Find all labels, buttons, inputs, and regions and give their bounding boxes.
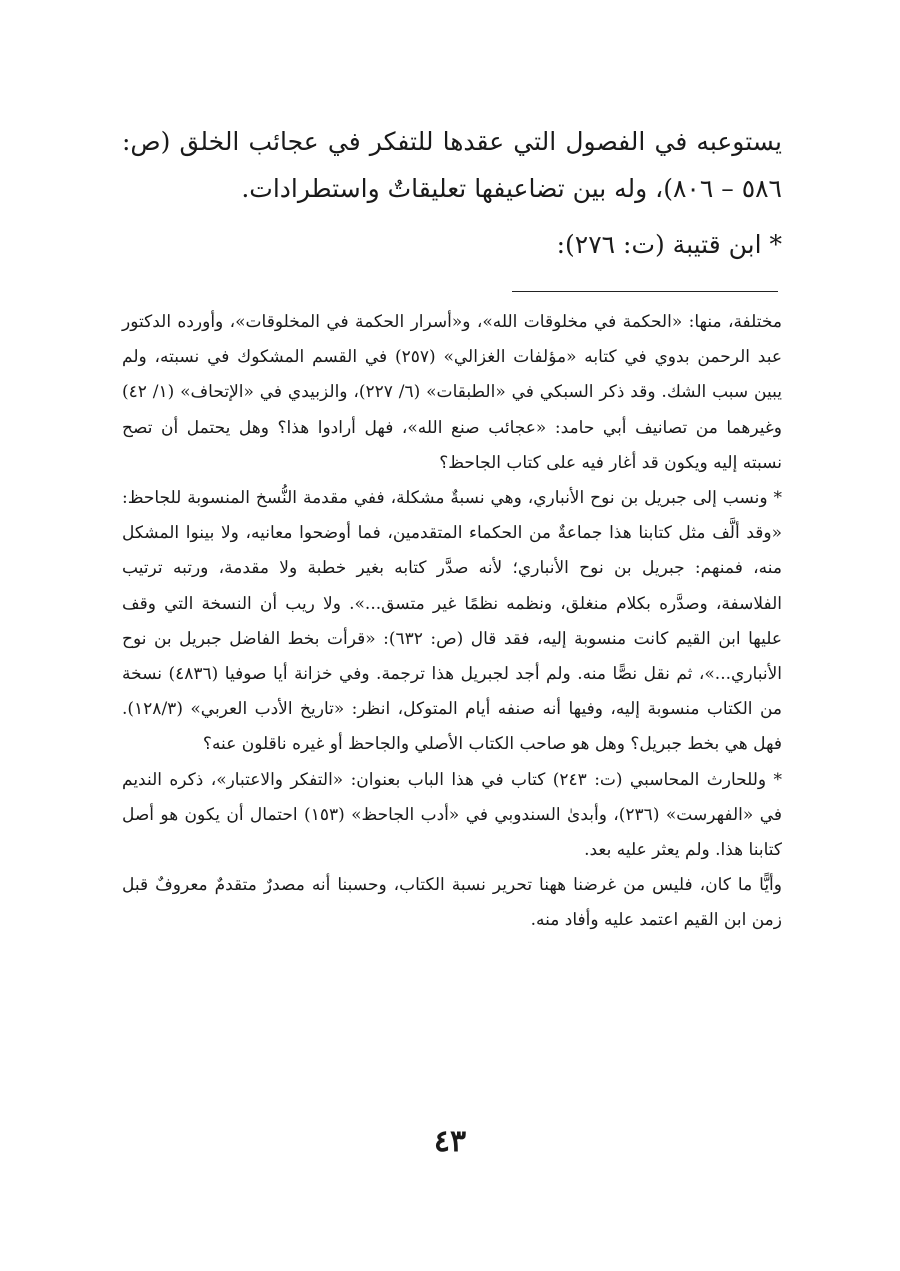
footnote-paragraph: وأيًّا ما كان، فليس من غرضنا ههنا تحرير نسبة الكتاب، وحسبنا أنه مصدرٌ متقدمٌ معروفٌ قبل زمن ابن القيم اعتمد عليه وأفاد منه. <box>122 875 782 931</box>
footnote-paragraph: * وللحارث المحاسبي (ت: ٢٤٣) كتاب في هذا الباب بعنوان: «التفكر والاعتبار»، ذكره النديم في «الفهرست» (٢٣٦)، وأبدىٰ السندوبي في «أدب الجاحظ» (١٥٣) احتمال أن يكون هو أصل كتابنا هذا. ولم يعثر عليه بعد. <box>122 769 782 861</box>
footnote-paragraph: مختلفة، منها: «الحكمة في مخلوقات الله»، و«أسرار الحكمة في المخلوقات»، وأورده الدكتور عبد الرحمن بدوي في كتابه «مؤلفات الغزالي» (٢٥٧) في القسم المشكوك في نسبته، ولم يبين سبب الشك. وقد ذكر السبكي في «الطبقات» (٦/ ٢٢٧)، والزبيدي في «الإتحاف» (١/ ٤٢) وغيرهما من تصانيف أبي حامد: «عجائب صنع الله»، فهل أرادوا هذا؟ وهل يحتمل أن تصح نسبته إليه ويكون قد أغار فيه على كتاب الجاحظ؟ <box>122 312 782 473</box>
footnote-paragraph: * ونسب إلى جبريل بن نوح الأنباري، وهي نسبةٌ مشكلة، ففي مقدمة النُّسخ المنسوبة للجاحظ: «وقد ألَّف مثل كتابنا هذا جماعةٌ من الحكماء المتقدمين، فما أوضحوا معانيه، ولا بينوا المشكل منه، فمنهم: جبريل بن نوح الأنباري؛ لأنه صدَّر كتابه بغير خطبة ولا مقدمة، ورتبه ترتيب الفلاسفة، وصدَّره بكلام منغلق، ونظمه نظمًا غير متسق...». ولا ريب أن النسخة التي وقف عليها ابن القيم كانت منسوبة إليه، فقد قال (ص: ٦٣٢): «قرأت بخط الفاضل جبريل بن نوح الأنباري...»، ثم نقل نصًّا منه. ولم أجد لجبريل هذا ترجمة. وفي خزانة أيا صوفيا (٤٨٣٦) نسخة من الكتاب منسوبة إليه، وفيها أنه صنفه أيام المتوكل، انظر: «تاريخ الأدب العربي» (١٢٨/٣). فهل هي بخط جبريل؟ وهل هو صاحب الكتاب الأصلي والجاحظ أو غيره ناقلون عنه؟ <box>122 488 782 755</box>
body-paragraph: يستوعبه في الفصول التي عقدها للتفكر في عجائب الخلق (ص: ٥٨٦ – ٨٠٦)، وله بين تضاعيفها تعليقاتٌ واستطرادات. <box>122 127 782 203</box>
page-number: ٤٣ <box>433 1124 467 1159</box>
main-text-block <box>122 118 782 212</box>
section-heading-ibn-qutayba: * ابن قتيبة (ت: ٢٧٦): <box>556 230 782 259</box>
footnote-separator <box>512 291 778 292</box>
footnotes-block <box>122 305 782 939</box>
